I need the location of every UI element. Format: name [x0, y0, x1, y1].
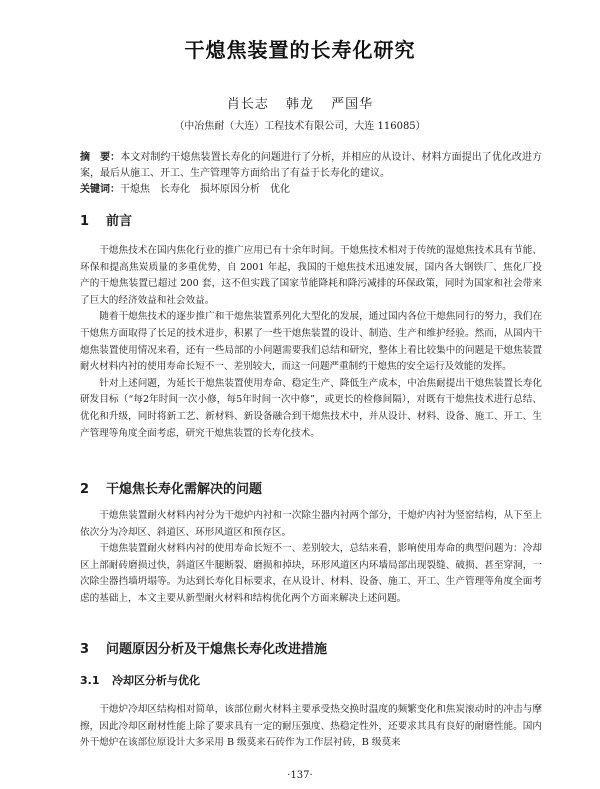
paper-title: 干熄焦装置的长寿化研究 [184, 38, 416, 62]
keywords-text: 干熄焦 长寿化 损坏原因分析 优化 [120, 184, 290, 195]
section-heading-3 [80, 638, 327, 657]
subsection-heading-3-1 [80, 672, 200, 688]
author-name: 肖长志 [226, 97, 269, 112]
section-heading-1 [80, 210, 132, 229]
paragraph: 干熄焦装置耐火材料内衬分为干熄炉内衬和一次除尘器内衬两个部分，干熄炉内衬为竖窑结构，从下至上依次分为冷却区、斜道区、环形风道区和预存区。 [80, 510, 542, 538]
author-name: 严国华 [331, 97, 374, 112]
section-number: 2 [80, 482, 90, 497]
paragraph: 随着干熄焦技术的逐步推广和干熄焦装置系列化大型化的发展，通过国内各位干熄焦同行的努力，我们在干熄焦方面取得了长足的技术进步，积累了一些干熄焦装置的设计、制造、生产和维护经验。然而，从国内干熄焦装置使用情况来看，还有一些局部的小问题需要我们总结和研究，整体上看比较集中的问题是干熄焦装置耐火材料内衬的使用寿命长短不一、差别较大，而这一问题严重制约干熄焦的安全运行及效能的发挥。 [80, 311, 542, 373]
section-1-body [80, 243, 542, 442]
section-title: 前言 [106, 214, 133, 229]
subsection-title: 冷却区分析与优化 [112, 674, 200, 687]
abstract [80, 150, 542, 182]
paragraph: 干熄焦装置耐火材料内衬的使用寿命长短不一、差别较大，总结来看，影响使用寿命的典型问题为：冷却区上部耐砖磨损过快，斜道区牛腿断裂、磨损和掉块，环形风道区内环墙局部出现裂缝、破损、甚至穿洞，一次除尘器挡墙坍塌等。为达到长寿化目标要求，在从设计、材料、设备、施工、开工、生产管理等角度全面考虑的基础上，本文主要从新型耐火材料和结构优化两个方面来解决上述问题。 [80, 543, 542, 604]
author-list [0, 93, 600, 112]
author-name: 韩龙 [285, 97, 314, 112]
section-title: 干熄焦长寿化需解决的问题 [106, 482, 263, 497]
section-title: 问题原因分析及干熄焦长寿化改进措施 [106, 642, 328, 657]
affiliation: （中冶焦耐（大连）工程技术有限公司，大连 116085） [174, 121, 426, 132]
section-heading-2 [80, 478, 262, 497]
abstract-block [80, 150, 542, 198]
section-2-body [80, 508, 542, 608]
paragraph: 干熄焦技术在国内焦化行业的推广应用已有十余年时间。干熄焦技术相对于传统的湿熄焦技术具有节能、环保和提高焦炭质量的多重优势，自 2001 年起，我国的干熄焦技术迅速发展，国内各大钢铁厂、焦化厂投产的干熄焦装置已超过 200 套，这不但实践了国家节能降耗和降污减排的环保政策，同时为国家和社会带来了巨大的经济效益和社会效益。 [80, 245, 542, 306]
subsection-number: 3.1 [80, 674, 100, 687]
keywords-label: 关键词： [80, 184, 120, 195]
paragraph: 干熄炉冷却区结构相对简单，该部位耐火材料主要承受热交换时温度的频繁变化和焦炭滚动时的冲击与摩擦，因此冷却区耐材性能上除了要求具有一定的耐压强度、热稳定性外，还要求其具有良好的耐磨性能。国内外干熄炉在该部位原设计大多采用 B 级莫来石砖作为工作层衬砖，B 级莫来 [80, 704, 542, 749]
abstract-label: 摘 要： [80, 152, 121, 163]
section-number: 1 [80, 214, 90, 229]
section-number: 3 [80, 642, 90, 657]
page-number: ·137· [287, 770, 313, 781]
section-3-1-body [80, 702, 542, 752]
keywords [80, 182, 542, 198]
abstract-text: 本文对制约干熄焦装置长寿化的问题进行了分析，并相应的从设计、材料方面提出了优化改进方案，最后从施工、开工、生产管理等方面给出了有益于长寿化的建议。 [80, 152, 543, 179]
paragraph: 针对上述问题，为延长干熄焦装置使用寿命、稳定生产、降低生产成本，中冶焦耐提出干熄焦装置长寿化研发目标（“每2年时间一次小修，每5年时间一次中修”，或更长的检修间隔），对既有干熄焦技术进行总结、优化和升级，同时将新工艺、新材料、新设备融合到干熄焦技术中，并从设计、材料、设备、施工、开工、生产管理等角度全面考虑，研究干熄焦装置的长寿化技术。 [80, 377, 542, 439]
